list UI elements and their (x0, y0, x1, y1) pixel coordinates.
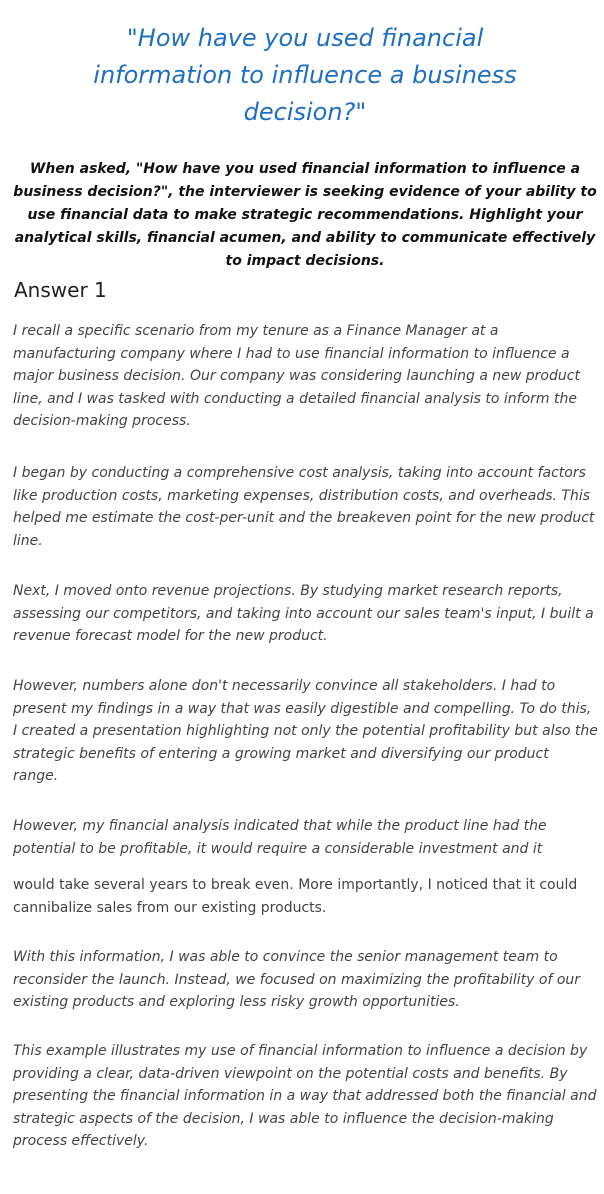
answer-paragraph-5: However, my financial analysis indicated that while the product line had the potential to be profitable, it would require a considerable investment and it (13, 818, 547, 857)
answer-paragraph-8: This example illustrates my use of financial information to influence a decision by providing a clear, data-driven viewpoint on the potential costs and benefits. By presenting the financial information in a way that addressed both the financial and strategic aspects of the decision, I was able to influence the decision-making process effectively. (13, 1043, 597, 1150)
answer-paragraph-6: would take several years to break even. More importantly, I noticed that it could cannibalize sales from our existing products. (13, 877, 578, 916)
page-title: "How have you used financial information to influence a business decision?" (93, 24, 517, 126)
answer-paragraph-3: Next, I moved onto revenue projections. By studying market research reports, assessing our competitors, and taking into account our sales team's input, I built a revenue forecast model for the new product. (13, 583, 594, 645)
intro-text: When asked, "How have you used financial information to influence a business decision?", the interviewer is seeking evidence of your ability to use financial data to make strategic recommendations. Highlight your analytical skills, financial acumen, and ability to communicate effectively to impact decisions. (13, 161, 597, 269)
answer-paragraph-7: With this information, I was able to convince the senior management team to reconsider the launch. Instead, we focused on maximizing the profitability of our existing products and exploring less risky growth opportunities. (13, 949, 581, 1011)
answer-paragraph-1: I recall a specific scenario from my tenure as a Finance Manager at a manufacturing company where I had to use financial information to influence a major business decision. Our company was considering launching a new product line, and I was tasked with conducting a detailed financial analysis to inform the decision-making process. (13, 323, 580, 430)
answer-paragraph-2: I began by conducting a comprehensive cost analysis, taking into account factors like production costs, marketing expenses, distribution costs, and overheads. This helped me estimate the cost-per-unit and the breakeven point for the new product line. (13, 465, 595, 549)
answer-paragraph-4: However, numbers alone don't necessarily convince all stakeholders. I had to present my findings in a way that was easily digestible and compelling. To do this, I created a presentation highlighting not only the potential profitability but also the strategic benefits of entering a growing market and diversifying our product range. (13, 678, 598, 785)
answer-heading: Answer 1 (14, 278, 107, 302)
